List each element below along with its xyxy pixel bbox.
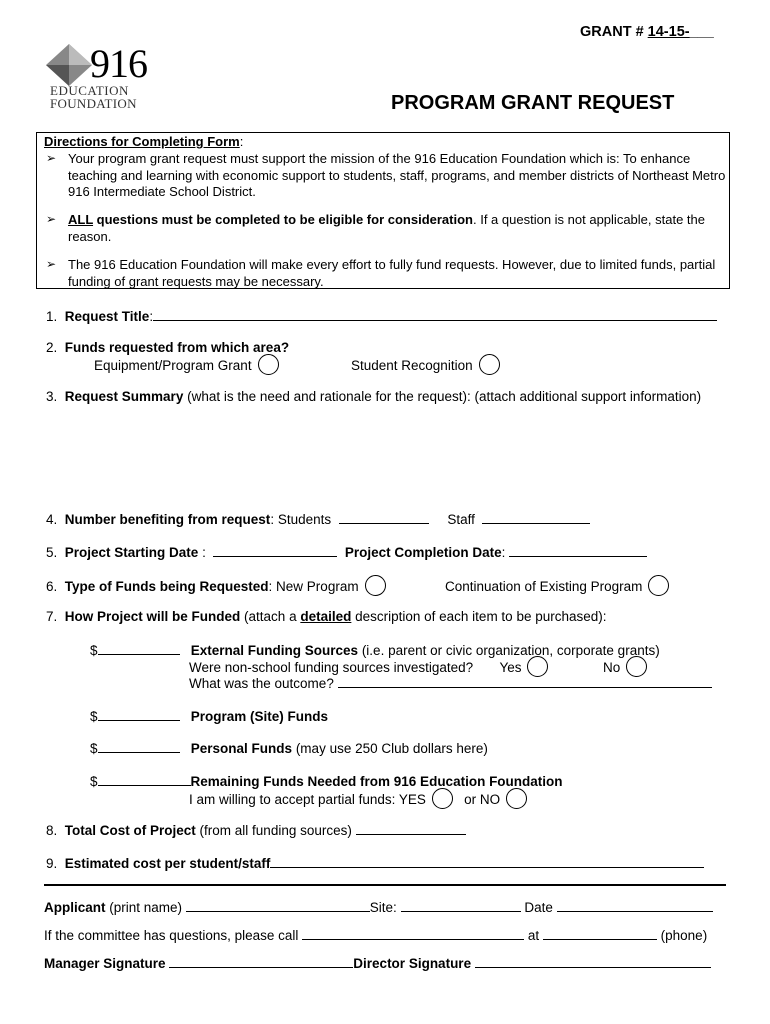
q1-label: Request Title: [64, 309, 150, 324]
dollar-sign: $: [90, 643, 98, 658]
site-field[interactable]: [401, 899, 521, 912]
q8-description: (from all funding sources): [195, 823, 356, 838]
applicant-row: [44, 899, 713, 915]
directions-heading-colon: :: [239, 134, 244, 149]
grant-number-value: 14-15-: [647, 24, 690, 40]
investigated-no-radio[interactable]: [626, 656, 647, 677]
contact-name-field[interactable]: [302, 927, 524, 940]
applicant-name-field[interactable]: [186, 899, 370, 912]
print-name-label: (print name): [105, 900, 186, 915]
q9-label: Estimated cost per student/staff: [64, 856, 271, 871]
diamond-logo-icon: [44, 42, 94, 88]
partial-funds-no-radio[interactable]: [506, 788, 527, 809]
question-3: [46, 389, 701, 404]
question-6: [46, 577, 386, 598]
committee-row: [44, 927, 707, 943]
site-funds-label: Program (Site) Funds: [190, 709, 329, 724]
personal-funds-label: Personal Funds: [190, 741, 293, 756]
q7-detailed: detailed: [300, 609, 352, 624]
directions-bullet-funding: The 916 Education Foundation will make every effort to fully fund requests. However, due to limited funds, partial funding of grant requests may be necessary.: [68, 257, 716, 289]
students-count-field[interactable]: [339, 511, 429, 524]
q8-label: Total Cost of Project: [64, 823, 196, 838]
bullet-arrow-icon: ➢: [46, 212, 57, 226]
q6-label: Type of Funds being Requested: [64, 579, 269, 595]
logo-line1: EDUCATION: [50, 83, 129, 98]
manager-signature-field[interactable]: [169, 955, 353, 968]
site-funds-row: [90, 708, 328, 724]
outcome-row: [189, 675, 712, 691]
director-signature-label: Director Signature: [353, 956, 472, 971]
investigated-no-label: No: [603, 660, 621, 676]
student-recognition-label: Student Recognition: [351, 358, 473, 374]
partial-funds-row: [189, 790, 527, 811]
question-7: [46, 609, 607, 624]
request-title-field[interactable]: [153, 308, 717, 321]
q5-completion-colon: :: [501, 545, 510, 560]
q5-number: 5.: [46, 545, 58, 560]
directions-heading: [44, 134, 243, 149]
cost-per-student-field[interactable]: [270, 855, 704, 868]
completion-date-field[interactable]: [509, 544, 647, 557]
date-label: Date: [520, 900, 557, 915]
q3-instructions: (what is the need and rationale for the request): (attach additional support information): [183, 389, 702, 404]
equipment-program-option: [94, 356, 279, 377]
staff-count-field[interactable]: [482, 511, 590, 524]
grant-number: [580, 24, 714, 40]
question-1: [46, 308, 717, 324]
external-funding-amount[interactable]: [98, 642, 180, 655]
external-funding-description: (i.e. parent or civic organization, corporate grants): [358, 643, 660, 658]
committee-label: If the committee has questions, please call: [44, 928, 303, 943]
logo-line2: FOUNDATION: [50, 96, 137, 111]
start-date-field[interactable]: [213, 544, 337, 557]
q5-label: Project Starting Date: [64, 545, 199, 560]
continuation-radio[interactable]: [648, 575, 669, 596]
signatures-row: [44, 955, 711, 971]
divider: [44, 884, 726, 886]
all-emphasis: ALL: [68, 212, 94, 227]
continuation-option: [445, 577, 669, 598]
equipment-program-radio[interactable]: [258, 354, 279, 375]
request-summary-area[interactable]: [66, 410, 726, 500]
student-recognition-radio[interactable]: [479, 354, 500, 375]
bullet-arrow-icon: ➢: [46, 257, 57, 271]
q5-colon: :: [198, 545, 210, 560]
directions-heading-text: Directions for Completing Form: [44, 134, 240, 149]
grant-number-label: GRANT #: [580, 24, 648, 40]
partial-funds-no-label: or NO: [464, 792, 501, 808]
remaining-funds-amount[interactable]: [98, 773, 191, 786]
q1-number: 1.: [46, 309, 58, 324]
partial-funds-yes-label: I am willing to accept partial funds: YES: [189, 792, 426, 808]
phone-field[interactable]: [543, 927, 657, 940]
q6-number: 6.: [46, 579, 58, 595]
directions-bullet-all-questions: [68, 212, 728, 245]
site-label: Site:: [369, 900, 401, 915]
q4-students-label: : Students: [270, 512, 332, 527]
q9-number: 9.: [46, 856, 58, 871]
dollar-sign: $: [90, 709, 98, 724]
grant-number-blank[interactable]: ___: [689, 24, 714, 40]
question-9: [46, 855, 704, 871]
q2-number: 2.: [46, 340, 58, 355]
question-5: [46, 544, 647, 560]
external-funding-row: [90, 642, 660, 658]
equipment-program-label: Equipment/Program Grant: [94, 358, 252, 374]
directions-bullet-mission: Your program grant request must support the mission of the 916 Education Foundation which is: To enhance teaching and learning with economic support to students, staff, programs, and member districts of Northeast Metro 916 Intermediate School District.: [68, 151, 726, 199]
question-2: [46, 340, 289, 355]
question-4: [46, 511, 590, 527]
q4-number: 4.: [46, 512, 58, 527]
outcome-field[interactable]: [338, 675, 712, 688]
external-funding-label: External Funding Sources: [190, 643, 359, 658]
q7-pre: (attach a: [240, 609, 301, 624]
applicant-label: Applicant: [44, 900, 106, 915]
phone-label: (phone): [656, 928, 708, 943]
remaining-funds-label: Remaining Funds Needed from 916 Education Foundation: [190, 774, 563, 789]
personal-funds-description: (may use 250 Club dollars here): [292, 741, 488, 756]
foundation-logo: [44, 40, 154, 114]
site-funds-amount[interactable]: [98, 708, 180, 721]
q3-label: Request Summary: [64, 389, 184, 404]
total-cost-field[interactable]: [356, 822, 466, 835]
q5-completion-label: Project Completion Date: [344, 545, 502, 560]
personal-funds-row: [90, 740, 488, 756]
investigated-yes-label: Yes: [499, 660, 522, 676]
all-questions-rest: . If a question is not applicable, state the reason.: [68, 212, 705, 244]
remaining-funds-row: [90, 773, 563, 789]
new-program-radio[interactable]: [365, 575, 386, 596]
q7-label: How Project will be Funded: [64, 609, 241, 624]
outcome-label: What was the outcome?: [189, 676, 334, 691]
continuation-label: Continuation of Existing Program: [445, 579, 643, 595]
student-recognition-option: [351, 356, 500, 377]
investigated-question: Were non-school funding sources investigated?: [189, 660, 474, 676]
q3-number: 3.: [46, 389, 58, 404]
date-field[interactable]: [557, 899, 713, 912]
q7-post: description of each item to be purchased):: [351, 609, 607, 624]
new-program-label: : New Program: [268, 579, 359, 595]
q4-staff-label: Staff: [447, 512, 475, 527]
personal-funds-amount[interactable]: [98, 740, 180, 753]
dollar-sign: $: [90, 774, 98, 789]
page-title: PROGRAM GRANT REQUEST: [391, 92, 675, 114]
q4-label: Number benefiting from request: [64, 512, 271, 527]
manager-signature-label: Manager Signature: [44, 956, 166, 971]
investigated-yes-radio[interactable]: [527, 656, 548, 677]
bullet-arrow-icon: ➢: [46, 151, 57, 165]
dollar-sign: $: [90, 741, 98, 756]
at-label: at: [524, 928, 543, 943]
q7-number: 7.: [46, 609, 58, 624]
question-8: [46, 822, 466, 838]
q8-number: 8.: [46, 823, 58, 838]
director-signature-field[interactable]: [475, 955, 711, 968]
all-questions-bold: questions must be completed to be eligible for consideration: [93, 212, 473, 227]
q2-label: Funds requested from which area?: [64, 340, 290, 355]
partial-funds-yes-radio[interactable]: [432, 788, 453, 809]
logo-number: 916: [90, 41, 147, 86]
q1-colon: :: [149, 309, 154, 324]
